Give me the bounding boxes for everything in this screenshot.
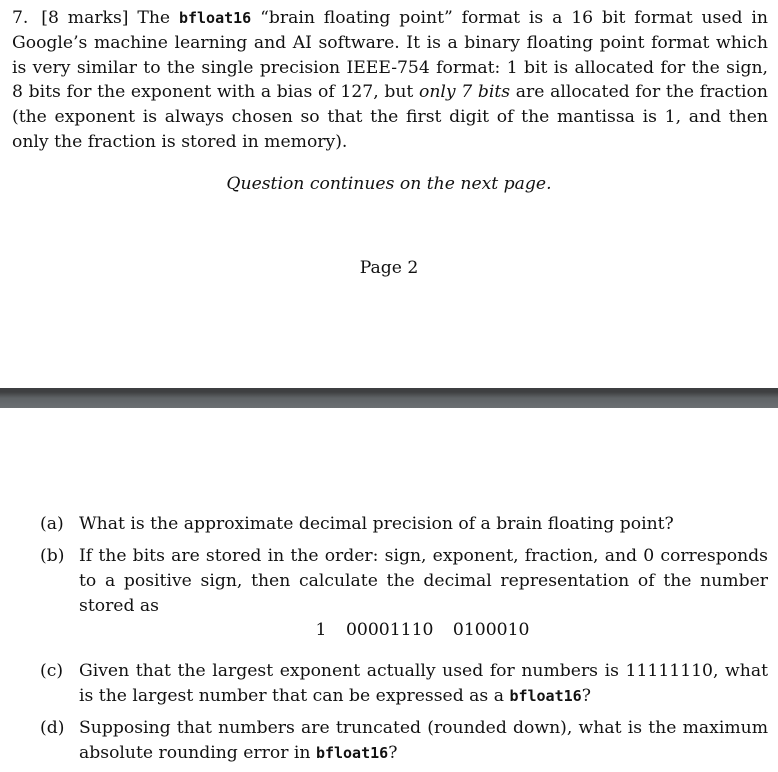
part-a-text: What is the approximate decimal precision of a brain floating point? [79,514,674,534]
bit-fraction: 0100010 [452,620,530,640]
question-text-3: are allocated for the fraction (the exponent is always chosen so that the first digit of the mantissa is 1, and then only the fraction is stored in memory). [12,82,768,152]
part-a-label: (a) [40,514,64,534]
part-c-label: (c) [40,661,64,681]
page-number: Page 2 [359,258,419,278]
bfloat16-code: bfloat16 [509,687,582,705]
bit-exponent: 00001110 [345,620,434,640]
question-emphasis: only 7 bits [418,82,511,103]
bfloat16-code: bfloat16 [178,9,252,27]
question-marks: [8 marks] [41,8,129,28]
part-a [40,512,768,537]
part-b-label: (b) [40,546,65,566]
part-c-text-2: ? [581,686,591,706]
part-c [40,659,768,709]
bit-sign: 1 [315,620,327,640]
continues-note: Question continues on the next page. [226,174,552,194]
part-c-text-1: Given that the largest exponent actually used for numbers is 11111110, what is the largest number that can be expressed as a [79,661,768,706]
bit-pattern [0,620,778,640]
page-divider [0,388,778,408]
part-d-text-2: ? [388,743,398,763]
part-d [40,716,768,766]
question-text-1: The [137,8,171,28]
part-b [40,544,768,619]
part-c-text [79,659,768,709]
part-b-text: If the bits are stored in the order: sign, exponent, fraction, and 0 corresponds to a positive sign, then calculate the decimal representation of the number stored as [79,546,768,616]
question-7-text [12,6,768,155]
question-number: 7. [12,8,29,28]
bfloat16-code: bfloat16 [315,744,389,762]
part-d-text-1: Supposing that numbers are truncated (rounded down), what is the maximum absolute rounding error in [79,718,768,763]
part-d-label: (d) [40,718,65,738]
part-d-text [79,716,768,766]
question-text-2: “brain floating point” format is a 16 bit format used in Google’s machine learning and AI software. It is a binary floating point format which is very similar to the single precision IEEE-754 format: 1 bit is allocated for the sign, 8 bits for the exponent with a bias of 127, but [12,8,768,103]
